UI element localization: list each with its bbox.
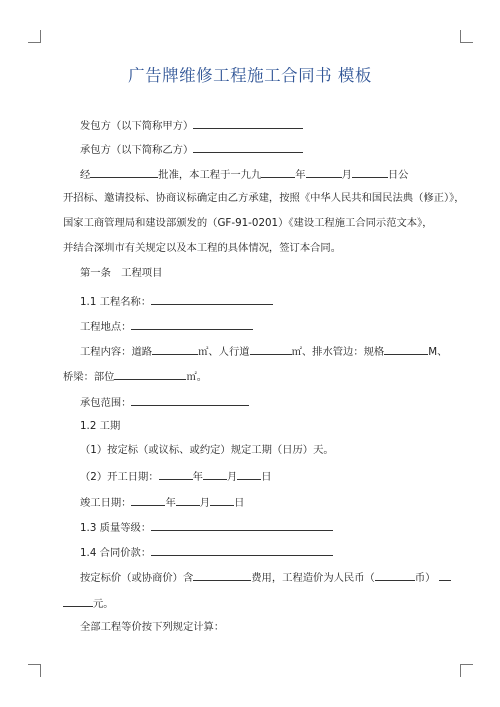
document-title: 广告牌维修工程施工合同书 模板 <box>128 66 372 85</box>
line-contract-scope: 承包范围： <box>80 394 249 410</box>
corner-mark-bottom-left <box>28 664 41 677</box>
line-project-name: 1.1 工程名称： <box>80 293 273 309</box>
line-project-location: 工程地点： <box>80 318 253 334</box>
line-party-a: 发包方（以下简称甲方） <box>80 117 303 133</box>
line-approval: 经 批准，本工程于一九九 年 月 日公 <box>80 166 408 182</box>
line-duration: （1）按定标（或议标、或约定）规定工期（日历）天。 <box>80 444 334 456</box>
line-contract-price: 1.4 合同价款： <box>80 544 333 560</box>
corner-mark-top-right <box>460 30 473 43</box>
section-1-2-heading: 1.2 工期 <box>80 420 121 432</box>
line-bid-price: 按定标价（或协商价）含 费用，工程造价为人民币（ 币） <box>80 569 451 585</box>
line-total-price-rule: 全部工程等价按下列规定计算： <box>80 621 225 633</box>
paragraph-line-3: 并结合深圳市有关规定以及本工程的具体情况，签订本合同。 <box>63 242 342 254</box>
article-1-heading: 第一条 工程项目 <box>80 267 163 279</box>
line-completion-date: 竣工日期： 年 月 日 <box>80 494 244 510</box>
line-project-content: 工程内容：道路 ㎡、人行道 ㎡、排水管边：规格 M、 <box>80 343 447 359</box>
corner-mark-bottom-right <box>460 664 473 677</box>
line-party-b: 承包方（以下简称乙方） <box>80 141 303 157</box>
line-start-date: （2）开工日期： 年 月 日 <box>80 468 272 484</box>
line-bridge: 桥梁：部位 ㎡。 <box>63 368 207 384</box>
line-quality-grade: 1.3 质量等级： <box>80 519 333 535</box>
paragraph-line-2: 国家工商管理局和建设部颁发的（GF-91-0201）《建设工程施工合同示范文本》， <box>63 217 433 229</box>
corner-mark-top-left <box>28 30 41 43</box>
paragraph-line-1: 开招标、邀请投标、协商议标确定由乙方承建，按照《中华人民共和国民法典（修正）》， <box>63 192 465 204</box>
line-yuan: 元。 <box>63 595 114 611</box>
